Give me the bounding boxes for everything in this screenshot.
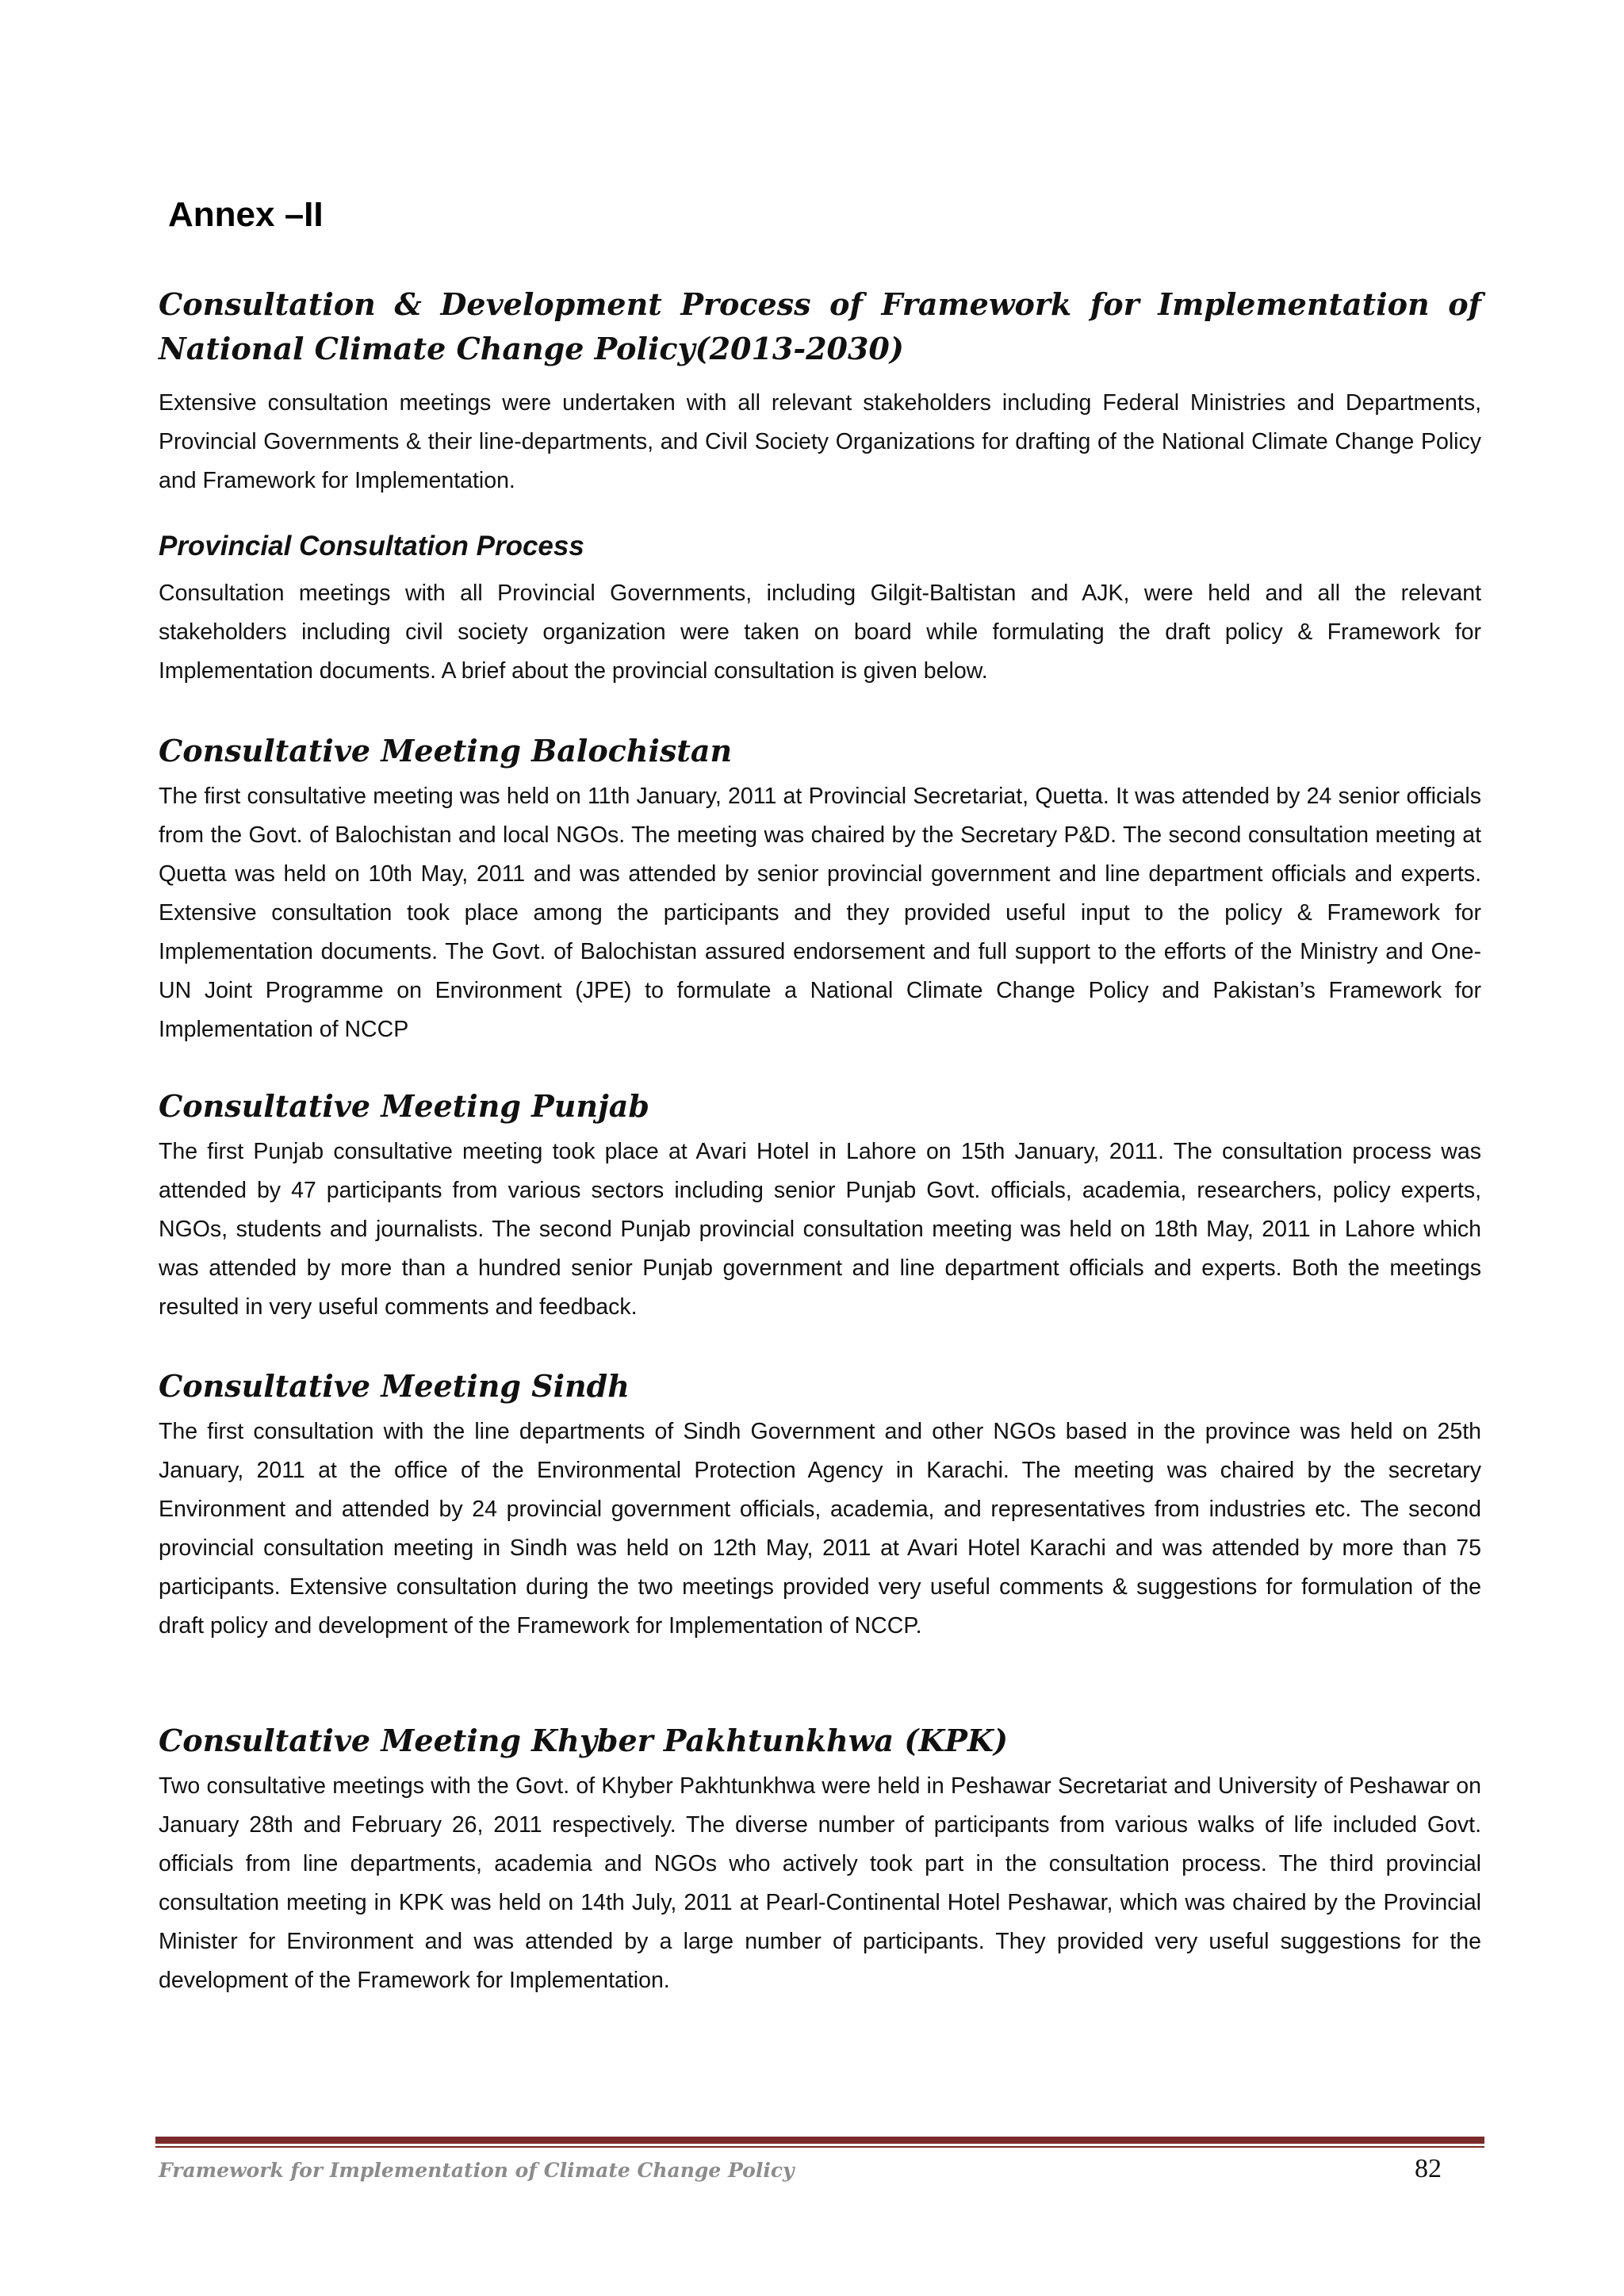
document-title: Consultation & Development Process of Framework for Implementation of National Climate Change Policy(2013-2030) [159, 286, 1481, 366]
page-number: 82 [1415, 2154, 1442, 2183]
punjab-heading: Consultative Meeting Punjab [159, 1088, 649, 1124]
sindh-heading: Consultative Meeting Sindh [159, 1368, 630, 1404]
balochistan-heading: Consultative Meeting Balochistan [159, 733, 733, 769]
sindh-section [159, 1365, 1481, 1646]
annex-title: Annex –II [168, 195, 324, 234]
footer-title: Framework for Implementation of Climate Change Policy [159, 2159, 795, 2182]
provincial-paragraph: Consultation meetings with all Provincial Governments, including Gilgit-Baltistan and AJK, were held and all the relevant stakeholders including civil society organization were taken on board while formulating the draft policy & Framework for Implementation documents. A brief about the provincial consultation is given below. [159, 581, 1481, 684]
kpk-section [159, 1719, 1481, 2000]
provincial-heading: Provincial Consultation Process [159, 531, 584, 562]
provincial-section [159, 527, 1481, 691]
kpk-paragraph: Two consultative meetings with the Govt. of Khyber Pakhtunkhwa were held in Peshawar Secretariat and University of Peshawar on January 28th and February 26, 2011 respectively. The diverse number of participants from various walks of life included Govt. officials from line departments, academia and NGOs who actively took part in the consultation process. The third provincial consultation meeting in KPK was held on 14th July, 2011 at Pearl-Continental Hotel Peshawar, which was chaired by the Provincial Minister for Environment and was attended by a large number of participants. They provided very useful suggestions for the development of the Framework for Implementation. [159, 1773, 1481, 1993]
intro-section [159, 384, 1481, 500]
punjab-section [159, 1085, 1481, 1327]
balochistan-section [159, 730, 1481, 1049]
intro-paragraph: Extensive consultation meetings were undertaken with all relevant stakeholders including Federal Ministries and Departments, Provincial Governments & their line-departments, and Civil Society Organizations for drafting of the National Climate Change Policy and Framework for Implementation. [159, 390, 1481, 493]
sindh-paragraph: The first consultation with the line departments of Sindh Government and other NGOs based in the province was held on 25th January, 2011 at the office of the Environmental Protection Agency in Karachi. The meeting was chaired by the secretary Environment and attended by 24 provincial government officials, academia, and representatives from industries etc. The second provincial consultation meeting in Sindh was held on 12th May, 2011 at Avari Hotel Karachi and was attended by more than 75 participants. Extensive consultation during the two meetings provided very useful comments & suggestions for formulation of the draft policy and development of the Framework for Implementation of NCCP. [159, 1419, 1481, 1639]
footer-rule-thin [155, 2146, 1484, 2148]
kpk-heading: Consultative Meeting Khyber Pakhtunkhwa (KPK) [159, 1723, 1008, 1758]
balochistan-paragraph: The first consultative meeting was held on 11th January, 2011 at Provincial Secretariat, Quetta. It was attended by 24 senior officials from the Govt. of Balochistan and local NGOs. The meeting was chaired by the Secretary P&D. The second consultation meeting at Quetta was held on 10th May, 2011 and was attended by senior provincial government and line department officials and experts. Extensive consultation took place among the participants and they provided useful input to the policy & Framework for Implementation documents. The Govt. of Balochistan assured endorsement and full support to the efforts of the Ministry and One-UN Joint Programme on Environment (JPE) to formulate a National Climate Change Policy and Pakistan’s Framework for Implementation of NCCP [159, 784, 1481, 1042]
footer-rule-thick [155, 2137, 1484, 2144]
punjab-paragraph: The first Punjab consultative meeting took place at Avari Hotel in Lahore on 15th January, 2011. The consultation process was attended by 47 participants from various sectors including senior Punjab Govt. officials, academia, researchers, policy experts, NGOs, students and journalists. The second Punjab provincial consultation meeting was held on 18th May, 2011 in Lahore which was attended by more than a hundred senior Punjab government and line department officials and experts. Both the meetings resulted in very useful comments and feedback. [159, 1139, 1481, 1320]
